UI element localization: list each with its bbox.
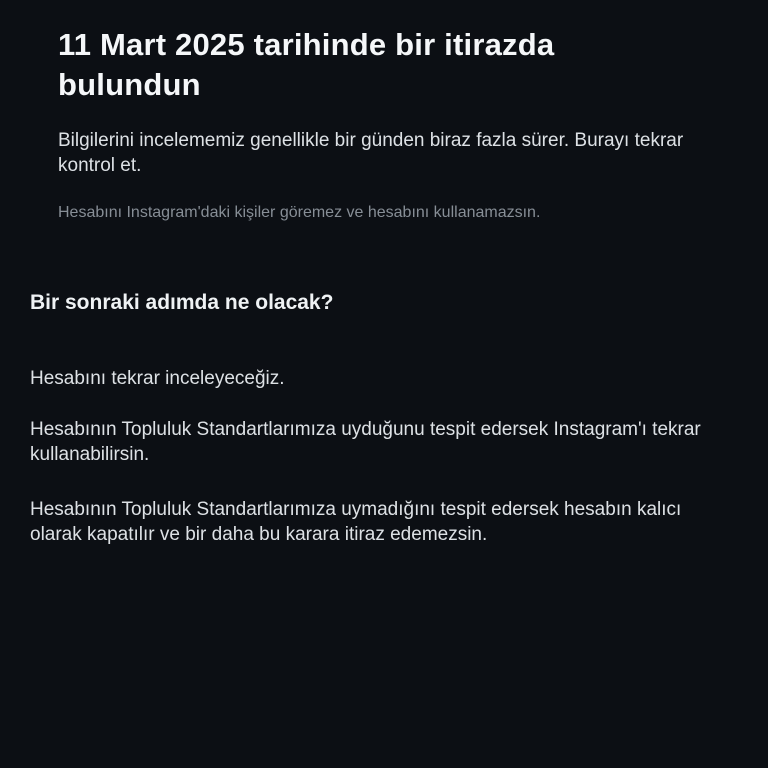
next-steps-paragraph: Hesabının Topluluk Standartlarımıza uyduğunu tespit edersek Instagram'ı tekrar kullanabilirsin. (30, 419, 701, 465)
appeal-status-header (0, 0, 768, 223)
restriction-note: Hesabını Instagram'daki kişiler göremez ve hesabını kullanamazsın. (58, 204, 541, 221)
next-steps-heading: Bir sonraki adımda ne olacak? (30, 291, 334, 314)
next-steps-paragraph: Hesabının Topluluk Standartlarımıza uymadığını tespit edersek hesabın kalıcı olarak kapatılır ve bir daha bu karara itiraz edemezsin. (30, 499, 682, 545)
next-steps-paragraph: Hesabını tekrar inceleyeceğiz. (30, 368, 285, 389)
review-duration-text: Bilgilerini incelememiz genellikle bir günden biraz fazla sürer. Burayı tekrar kontrol et. (58, 130, 684, 176)
page-title: 11 Mart 2025 tarihinde bir itirazda bulundun (58, 27, 555, 102)
next-steps-section (0, 289, 768, 547)
